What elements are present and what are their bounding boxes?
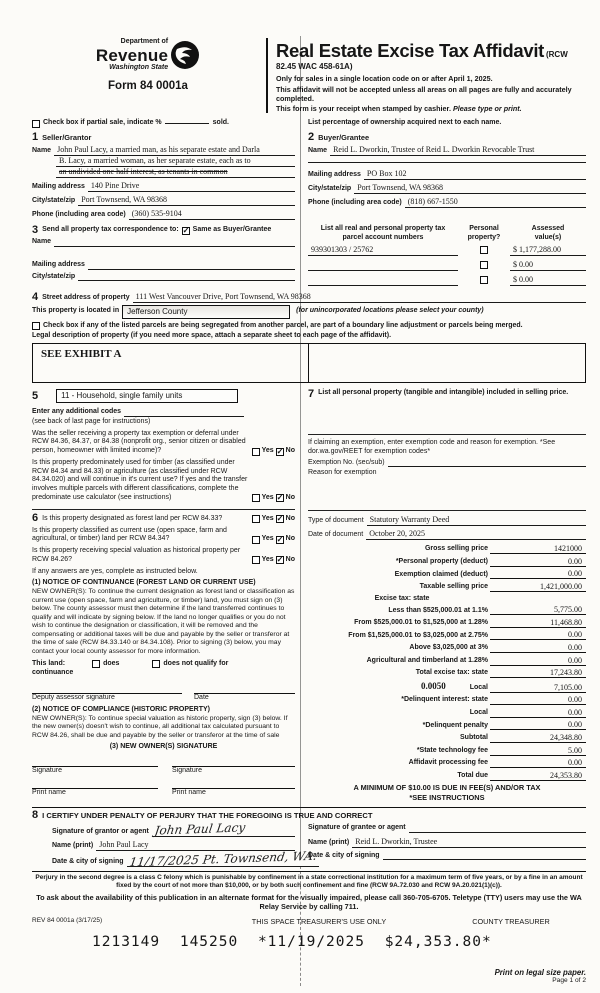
form-title-reference: (RCW 82.45 WAC 458-61A) (276, 50, 568, 72)
section-5-number: 5 (32, 389, 39, 402)
section-3-correspondence (32, 225, 300, 281)
rev-number: REV 84 0001a (3/17/25) (32, 917, 103, 925)
land-qualify-row: This land: does does not qualify for (32, 660, 229, 667)
header-divider (266, 38, 268, 113)
same-as-buyer-label: Same as Buyer/Grantee (192, 226, 272, 234)
personal-property-checkbox-3[interactable] (480, 276, 488, 284)
seller-name-field-2[interactable]: B. Lacy, a married woman, as her separate estate, each as to (56, 156, 295, 167)
section-3-number: 3 (32, 224, 39, 237)
tax-row-total-due: Total due 24,353.80 (308, 771, 586, 781)
notice-continuance-body: NEW OWNER(S): To continue the current designation as forest land or classification as current use (open space, farm and agriculture, or timber) land, you must sign on (3) below. The county assessor must then determine if the land transferred continues to qualify and will indicate by signing below. If the land no longer qualifies or you do not wish to continue the designation or classification, it will be removed and the compensating or additional taxes will be due and payable by the seller or transferor at the time of sale (RCW 84.33.140 or 84.34.108). Prior to signing (3) below, you may contact your local county assessor for more information. (32, 588, 295, 655)
section-6: 6 Is this property designated as forest land per RCW 84.33? Yes ✓ No Is this property classified as current use (open space, farm and agricultural, or timber) land per RCW 84.34? Yes ✓ No Is this property receiving special valuation as historical property per RCW 84.26? Yes ✓ No If any answers are yes, complete as instructed below. (1) NOTICE OF CONTINUANCE (FOREST LAND OR CURRENT USE) NEW OWNER(S): To continue the current designation as forest land or classification as current use (open space, farm and agriculture, or timber) land, you must sign on (3) below. The county assessor must then determine if the land transferred continues to qualify and will indicate by signing below. If the land no longer qualifies or you do not wish to continue the designation or classification, it will be removed and the compensating or additional taxes will be due and payable by the seller or transferor at the time of sale (RCW 84.33.140 or 84.34.108). Prior to signing (3) below, you may contact your local county assessor for more information. This land: does does not qualify for continuance Deputy assessor signature Date (2) NOTICE OF COMPLIANCE (HISTORIC PROPERTY) NEW OWNER(S): To continue special valuation as historic property, sign (3) below. If the new owner(s) doesn't wish to continue, all additional tax calculated pursuant to RCW 84.26, shall be due and payable by the seller or transferor at the time of sale (3) NEW OWNER(S) SIGNATURE Signature Signature Print name Print name (32, 509, 295, 798)
right-column (300, 389, 586, 802)
seller-csz-label: City/state/zip (32, 197, 76, 205)
section-1-number: 1 (32, 131, 39, 144)
buyer-name-field-2[interactable] (308, 162, 586, 163)
section-4-number: 4 (32, 290, 39, 303)
agency-sub: Washington State (109, 63, 169, 71)
correspondence-csz-label: City/state/zip (32, 272, 76, 280)
perjury-statement: Perjury in the second degree is a class C felony which is punishable by confinement in a state correctional institution for a maximum term of five years, or by a fine in an amount fixed by the court of not more than $10,000, or by both such confinement and fine (RCW 9A.72.030 and RCW 9A.20.021(1)(c)). (35, 873, 583, 889)
buyer-mailing-label: Mailing address (308, 171, 361, 179)
continuance-label: continuance (32, 668, 74, 676)
sold-label: sold. (212, 119, 229, 127)
legal-description-label: Legal description of property (if you need more space, attach a separate sheet to each page of the affidavit). (32, 332, 392, 340)
buyer-csz-field[interactable]: Port Townsend, WA 98368 (354, 183, 586, 194)
owner-printname-field-2[interactable] (172, 779, 295, 789)
seller-phone-label: Phone (including area code) (32, 211, 126, 219)
county-select[interactable]: Jefferson County (122, 305, 290, 319)
correspondence-name-label: Name (32, 238, 52, 246)
timber-agriculture-no-checkbox[interactable]: ✓ (276, 493, 284, 503)
section-8-number: 8 (32, 808, 39, 821)
buyer-name-label: Name (308, 147, 328, 155)
minimum-due-note: A MINIMUM OF $10.00 IS DUE IN FEE(S) AND/OR TAX (353, 783, 541, 793)
tax-row-delinquent-interest-state: *Delinquent interest: state 0.00 (308, 695, 586, 705)
grantor-signature-field[interactable] (152, 820, 295, 838)
partial-sale-label: Check box if partial sale, indicate % (43, 119, 162, 127)
assessed-value-field[interactable]: $ 1,177,288.00 (510, 245, 586, 256)
land-does-not-qualify-checkbox[interactable] (152, 660, 160, 668)
footer-block (32, 871, 586, 986)
grantor-printname-field[interactable]: John Paul Lacy (96, 840, 295, 851)
located-in-note: (for unincorporated locations please select your county) (296, 307, 484, 315)
notice-continuance-title: (1) NOTICE OF CONTINUANCE (FOREST LAND OR CURRENT USE) (32, 579, 256, 587)
street-address-label: Street address of property (42, 293, 130, 301)
tax-computation (308, 510, 586, 802)
grantor-grantee-sections (32, 132, 586, 220)
historic-no-checkbox[interactable]: ✓ (276, 555, 284, 565)
agency-name: Revenue (95, 45, 169, 65)
seller-csz-field[interactable]: Port Townsend, WA 98368 (78, 195, 295, 206)
land-does-qualify-checkbox[interactable] (92, 660, 100, 668)
agency-line1: Department of (120, 38, 169, 45)
assessed-value-field[interactable]: $ 0.00 (510, 275, 586, 286)
grantor-printname-label: Name (print) (52, 842, 94, 850)
correspondence-mailing-label: Mailing address (32, 260, 85, 268)
tax-row-personal-deduct: *Personal property (deduct) 0.00 (308, 557, 586, 567)
doc-type-label: Type of document (308, 517, 364, 525)
historic-property-question: Is this property receiving special valuation as historical property per RCW 84.26? Yes ✓ No (32, 547, 295, 565)
reason-exemption-label: Reason for exemption (308, 469, 377, 477)
correspondence-parcels-row (32, 225, 586, 286)
tax-row-total-state: Total excise tax: state 17,243.80 (308, 668, 586, 678)
current-use-yes-checkbox[interactable] (252, 536, 260, 544)
street-address-field[interactable]: 111 West Vancouver Drive, Port Townsend, WA 98368 (133, 292, 586, 303)
tax-row-subtotal: Subtotal 24,348.80 (308, 733, 586, 743)
seller-heading: Seller/Grantor (42, 133, 92, 142)
section-8-certification (32, 807, 586, 870)
exemption-deferral-question: Was the seller receiving a property tax exemption or deferral under RCW 84.36, 84.37, or 84.38 (nonprofit org., senior citizen or disabled person, homeowner with limited income)? Yes ✓ No (32, 429, 295, 456)
land-use-code-field[interactable]: 11 - Household, single family units (56, 389, 238, 403)
additional-codes-field[interactable] (124, 416, 244, 417)
print-size-note: Print on legal size paper. (494, 967, 586, 977)
new-owners-signature-title: (3) NEW OWNER(S) SIGNATURE (109, 743, 218, 751)
local-rate-value: 0.0050 (420, 680, 446, 691)
see-instructions-note: *SEE INSTRUCTIONS (409, 792, 485, 802)
tax-row-gross: Gross selling price 1421000 (308, 544, 586, 554)
grantor-date-label: Date & city of signing (52, 858, 124, 866)
dor-logo-icon (170, 40, 200, 70)
seller-name-field-3[interactable]: an undivided one half interest, as tenants in common (56, 167, 295, 178)
grantee-signature-label: Signature of grantee or agent (308, 823, 406, 831)
if-yes-note: If any answers are yes, complete as instructed below. (32, 567, 198, 575)
buyer-phone-field[interactable]: (818) 667-1550 (405, 197, 586, 208)
owner-signature-field-2[interactable] (172, 757, 295, 767)
correspondence-mailing-field[interactable] (88, 269, 295, 270)
parcel-row (308, 260, 586, 271)
partial-sale-row (32, 119, 586, 128)
partial-sale-percent-field[interactable] (165, 123, 209, 124)
treasurer-stamp: 1213149 145250 *11/19/2025 $24,353.80* (92, 934, 492, 951)
deputy-signature-label: Deputy assessor signature (32, 693, 115, 701)
assessed-value-field[interactable]: $ 0.00 (510, 260, 586, 271)
partial-sale-checkbox[interactable] (32, 120, 40, 128)
main-columns (32, 389, 586, 802)
legal-description-box[interactable] (32, 343, 586, 383)
form-number: Form 84 0001a (108, 79, 188, 92)
owner-printname-field-1[interactable] (32, 779, 158, 789)
exemption-note: If claiming an exemption, enter exemption code and reason for exemption. *See dor.wa.gov/REET for exemption codes* (308, 439, 556, 455)
agency-block (32, 38, 264, 113)
grantee-date-label: Date & city of signing (308, 851, 380, 859)
exemption-no-label: Exemption No. (sec/sub) (308, 458, 385, 466)
tax-row-processing-fee: Affidavit processing fee 0.00 (308, 758, 586, 768)
parcel-number-field[interactable] (308, 285, 458, 286)
section-7-number: 7 (308, 388, 315, 401)
form-header (32, 38, 586, 113)
parcel-table: List all real and personal property tax parcel account numbers Personal property? Assessed value(s) 939301303 / 25762 $ 1,177,288.00 $ 0.00 $ 0.00 (300, 225, 586, 286)
treasurer-space-label: THIS SPACE TREASURER'S USE ONLY (251, 917, 387, 927)
excise-tax-state-header: Excise tax: state (374, 594, 430, 602)
forest-land-no-checkbox[interactable]: ✓ (276, 514, 284, 524)
seller-mailing-label: Mailing address (32, 183, 85, 191)
parcel-number-field[interactable]: 939301303 / 25762 (308, 245, 458, 256)
correspondence-csz-field[interactable] (78, 280, 295, 281)
seller-phone-field[interactable]: (360) 535-9104 (129, 209, 295, 220)
current-use-question: Is this property classified as current use (open space, farm and agricultural, or timber) land per RCW 84.34? Yes ✓ No (32, 526, 295, 544)
correspondence-label: Send all property tax correspondence to: (42, 226, 179, 234)
personal-property-label: List all personal property (tangible and intangible) included in selling price. (318, 389, 569, 397)
form-note-3: This form is your receipt when stamped by cashier. Please type or print. (276, 104, 522, 114)
form-note-2: This affidavit will not be accepted unless all areas on all pages are fully and accurately completed. (276, 84, 572, 103)
certify-statement: I CERTIFY UNDER PENALTY OF PERJURY THAT THE FOREGOING IS TRUE AND CORRECT (42, 810, 373, 820)
seller-name-field[interactable]: John Paul Lacy, a married man, as his separate estate and Darla (54, 145, 295, 156)
tax-row-tier3: From $1,525,000.01 to $3,025,000 at 2.75% 0.00 (308, 630, 586, 640)
timber-agriculture-yes-checkbox[interactable] (252, 494, 260, 502)
county-treasurer-label: COUNTY TREASURER (472, 917, 550, 927)
tax-row-delinquent-penalty: *Delinquent penalty 0.00 (308, 720, 586, 730)
tax-row-taxable: Taxable selling price 1,421,000.00 (308, 582, 586, 592)
section-2-buyer (300, 132, 586, 208)
exemption-deferral-yes-checkbox[interactable] (252, 448, 260, 456)
form-note-1: Only for sales in a single location code on or after April 1, 2025. (276, 74, 493, 84)
historic-yes-checkbox[interactable] (252, 556, 260, 564)
grantee-printname-field[interactable]: Reid L. Dworkin, Trustee (352, 837, 586, 848)
buyer-mailing-field[interactable]: PO Box 102 (364, 169, 586, 180)
see-back-note: (see back of last page for instructions) (32, 417, 151, 425)
personal-property-checkbox-2[interactable] (480, 261, 488, 269)
doc-type-field[interactable]: Statutory Warranty Deed (367, 515, 586, 526)
section-1-seller (32, 132, 300, 220)
tax-row-tier2: From $525,000.01 to $1,525,000 at 1.28% 11,468.80 (308, 618, 586, 628)
section-6-number: 6 (32, 511, 39, 524)
located-in-label: This property is located in (32, 307, 120, 315)
forest-land-yes-checkbox[interactable] (252, 515, 260, 523)
buyer-csz-label: City/state/zip (308, 185, 352, 193)
deputy-signature-field[interactable] (32, 684, 182, 694)
additional-codes-label: Enter any additional codes (32, 408, 122, 416)
notice-compliance-body: NEW OWNER(S): To continue special valuation as historic property, sign (3) below. If the new owner(s) doesn't wish to continue, all additional tax calculated pursuant to RCW 84.26, shall be due and payable by the seller or transferor at the time of sale (32, 715, 288, 739)
owner-signature-row: Signature Signature (32, 757, 295, 776)
section-4-property (32, 292, 586, 384)
legal-description-value: SEE EXHIBIT A (33, 344, 309, 382)
section-7 (308, 389, 586, 400)
deputy-date-field[interactable] (194, 684, 295, 694)
current-use-no-checkbox[interactable]: ✓ (276, 534, 284, 544)
left-column (32, 389, 300, 798)
section-2-number: 2 (308, 131, 315, 144)
exemption-deferral-no-checkbox[interactable]: ✓ (276, 446, 284, 456)
buyer-phone-label: Phone (including area code) (308, 199, 402, 207)
tax-row-tier1: Less than $525,000.01 at 1.1% 5,775.00 (308, 605, 586, 615)
owner-printname-row: Print name Print name (32, 779, 295, 798)
parcel-row (308, 275, 586, 286)
segregated-label: Check box if any of the listed parcels are being segregated from another parcel, are part of a boundary line adjustment or parcels being merged. (43, 321, 523, 329)
buyer-heading: Buyer/Grantee (318, 133, 370, 142)
parcel-row (308, 245, 586, 256)
forest-land-question: Is this property designated as forest land per RCW 84.33? (42, 514, 223, 522)
tax-row-local: 0.0050 Local 7,105.00 (308, 681, 586, 693)
seller-name-label: Name (32, 147, 52, 155)
deputy-assessor-row (32, 684, 295, 703)
tax-row-agricultural: Agricultural and timberland at 1.28% 0.00 (308, 656, 586, 666)
exemption-block (308, 434, 586, 478)
seller-mailing-field[interactable]: 140 Pine Drive (88, 181, 295, 192)
page-number: Page 1 of 2 (552, 977, 586, 985)
tax-row-tier4: Above $3,025,000 at 3% 0.00 (308, 643, 586, 653)
grantor-date-handwriting: 11/17/2025 Pt. Townsend, WA. (128, 848, 318, 870)
ownership-percentage-note: List percentage of ownership acquired next to each name. (308, 119, 502, 127)
exemption-no-field[interactable] (388, 466, 586, 467)
buyer-name-field[interactable]: Reid L. Dworkin, Trustee of Reid L. Dworkin Revocable Trust (330, 145, 586, 156)
segregated-checkbox[interactable] (32, 322, 40, 330)
grantor-signature-label: Signature of grantor or agent (52, 828, 149, 836)
same-as-buyer-checkbox[interactable]: ✓ (182, 225, 190, 235)
tax-row-delinquent-interest-local: Local 0.00 (308, 708, 586, 718)
doc-date-label: Date of document (308, 531, 364, 539)
tax-row-exemption-deduct: Exemption claimed (deduct) 0.00 (308, 569, 586, 579)
tax-row-technology-fee: *State technology fee 5.00 (308, 746, 586, 756)
deputy-date-label: Date (194, 693, 209, 701)
correspondence-name-field[interactable] (54, 246, 295, 247)
grantor-signature-handwriting: John Paul Lacy (153, 820, 247, 838)
grantee-signature-field[interactable] (409, 832, 586, 833)
alternate-format-note: To ask about the availability of this publication in an alternate format for the visually impaired, please call 360-705-6705. Teletype (TTY) users may use the WA Relay Service by calling 711. (36, 893, 582, 912)
grantor-date-field[interactable] (127, 848, 319, 870)
personal-property-checkbox-1[interactable] (480, 246, 488, 254)
timber-agriculture-question: Is this property predominately used for timber (as classified under RCW 84.34 and 84.33) or agriculture (as classified under RCW 84.34.020) and will continue in it's current use? If yes and the transfer involves multiple parcels with different classifications, complete the predominate use calculator (see instructions) Yes ✓ No (32, 458, 295, 503)
form-title: Real Estate Excise Tax Affidavit (276, 40, 545, 61)
section-5 (32, 389, 295, 403)
doc-date-field[interactable]: October 20, 2025 (366, 529, 586, 540)
owner-signature-field-1[interactable] (32, 757, 158, 767)
notice-compliance-title: (2) NOTICE OF COMPLIANCE (HISTORIC PROPERTY) (32, 706, 210, 714)
grantee-date-field[interactable] (383, 859, 586, 860)
parcel-number-field[interactable] (308, 270, 458, 271)
grantee-printname-label: Name (print) (308, 838, 350, 846)
